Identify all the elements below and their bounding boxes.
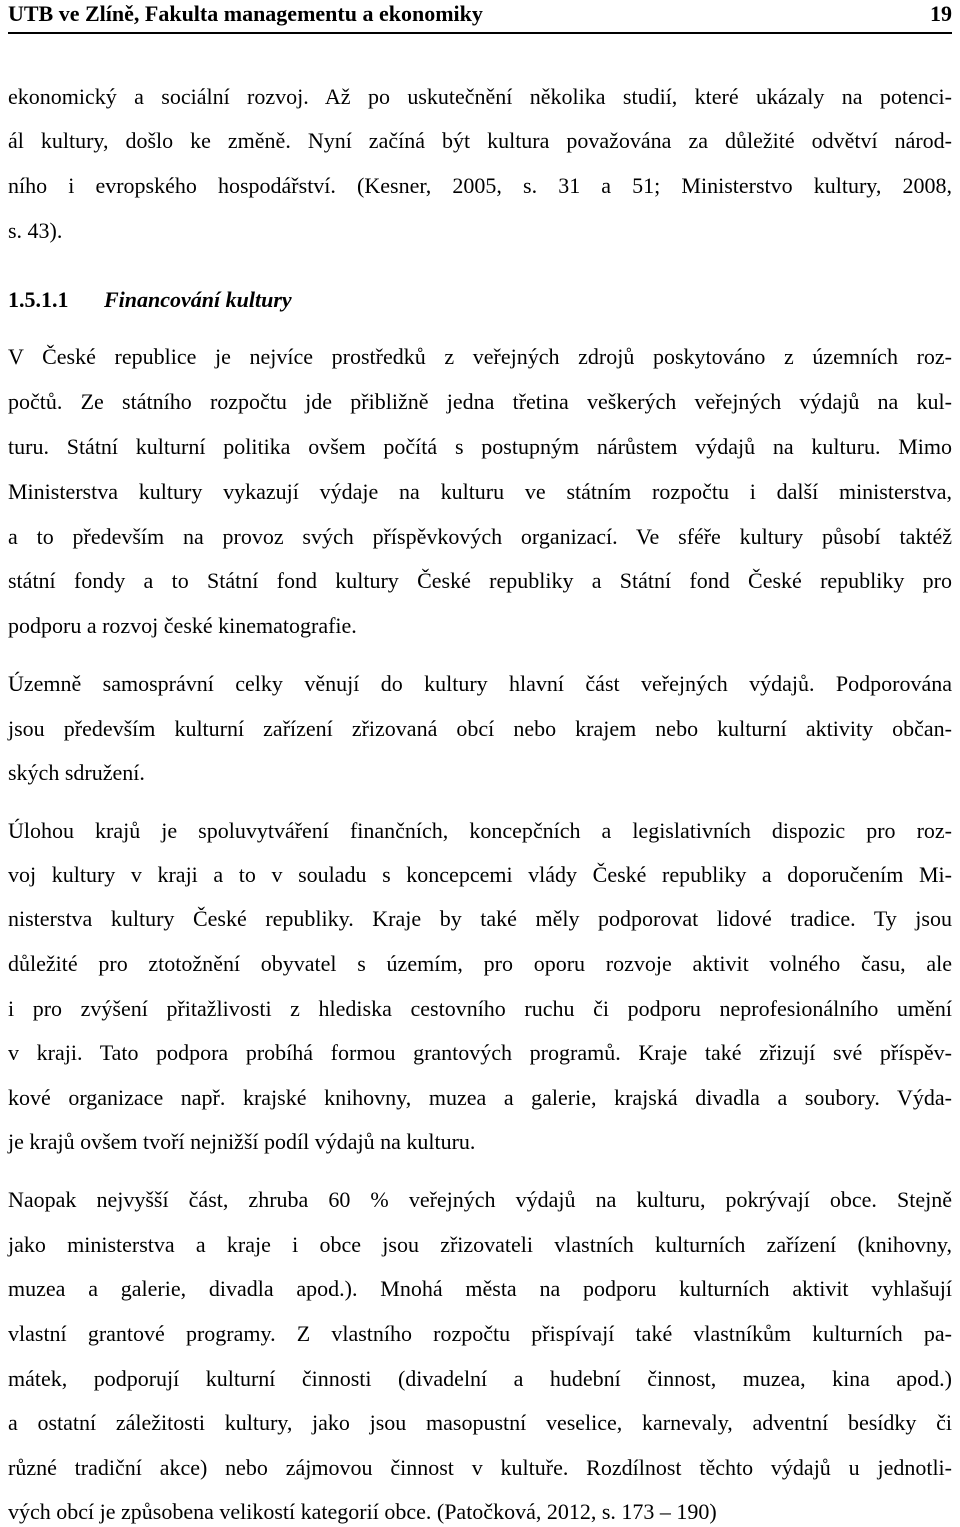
paragraph-line: je krajů ovšem tvoří nejnižší podíl výdajů na kulturu. — [8, 1129, 476, 1154]
paragraph-line: turu. Státní kulturní politika ovšem počítá s postupným nárůstem výdajů na kulturu. Mimo — [8, 434, 952, 459]
paragraph-line: ekonomický a sociální rozvoj. Až po uskutečnění několika studií, které ukázaly na potenci- — [8, 84, 952, 109]
paragraph-line: nisterstva kultury České republiky. Kraje by také měly podporovat lidové tradice. Ty jsou — [8, 906, 952, 931]
paragraph-line: voj kultury v kraji a to v souladu s koncepcemi vlády České republiky a doporučením Mi- — [8, 862, 952, 887]
paragraph-line: podporu a rozvoj české kinematografie. — [8, 613, 357, 638]
paragraph-line: Úlohou krajů je spoluvytváření finančních, koncepčních a legislativních dispozic pro roz- — [8, 818, 952, 843]
paragraph-line: různé tradiční akce) nebo zájmovou činnost v kultuře. Rozdílnost těchto výdajů u jednotli- — [8, 1455, 952, 1480]
section-heading — [8, 287, 292, 313]
paragraph-line: a to především na provoz svých příspěvkových organizací. Ve sféře kultury působí taktéž — [8, 524, 952, 549]
page-number: 19 — [930, 1, 952, 26]
paragraph-line: v kraji. Tato podpora probíhá formou grantových programů. Kraje také zřizují své příspěv- — [8, 1040, 952, 1065]
paragraph-line: i pro zvýšení přitažlivosti z hlediska cestovního ruchu či podporu neprofesionálního umění — [8, 996, 952, 1021]
paragraph-line: ál kultury, došlo ke změně. Nyní začíná být kultura považována za důležité odvětví národ- — [8, 128, 952, 153]
paragraph-line: V České republice je nejvíce prostředků z veřejných zdrojů poskytováno z územních roz- — [8, 344, 952, 369]
paragraph-line: jsou především kulturní zařízení zřizovaná obcí nebo krajem nebo kulturní aktivity občan- — [8, 716, 952, 741]
paragraph-line: s. 43). — [8, 218, 63, 243]
paragraph-line: důležité pro ztotožnění obyvatel s územím, pro oporu rozvoje aktivit volného času, ale — [8, 951, 952, 976]
running-header — [8, 0, 952, 30]
header-title: UTB ve Zlíně, Fakulta managementu a ekonomiky — [8, 1, 483, 26]
paragraph-line: Ministerstva kultury vykazují výdaje na kulturu ve státním rozpočtu i další ministerstva, — [8, 479, 952, 504]
paragraph-line: muzea a galerie, divadla apod.). Mnohá města na podporu kulturních aktivit vyhlašují — [8, 1276, 952, 1301]
paragraph-line: vlastní grantové programy. Z vlastního rozpočtu přispívají také vlastníkům kulturních pa- — [8, 1321, 952, 1346]
section-number: 1.5.1.1 — [8, 287, 69, 312]
paragraph-line: počtů. Ze státního rozpočtu jde přibližně jedna třetina veškerých veřejných výdajů na kul- — [8, 389, 952, 414]
paragraph-line: vých obcí je způsobena velikostí kategorií obce. (Patočková, 2012, s. 173 – 190) — [8, 1499, 717, 1524]
section-title: Financování kultury — [104, 287, 292, 312]
paragraph-line: kové organizace např. krajské knihovny, muzea a galerie, krajská divadla a soubory. Výda- — [8, 1085, 952, 1110]
paragraph-line: mátek, podporují kulturní činnosti (divadelní a hudební činnost, muzea, kina apod.) — [8, 1366, 952, 1391]
paragraph-line: jako ministerstva a kraje i obce jsou zřizovateli vlastních kulturních zařízení (knihovny, — [8, 1232, 952, 1257]
header-rule — [8, 32, 952, 34]
paragraph-line: a ostatní záležitosti kultury, jako jsou masopustní veselice, karnevaly, adventní besídky či — [8, 1410, 952, 1435]
paragraph-line: Územně samosprávní celky věnují do kultury hlavní část veřejných výdajů. Podporována — [8, 671, 952, 696]
paragraph-line: státní fondy a to Státní fond kultury České republiky a Státní fond České republiky pro — [8, 568, 952, 593]
paragraph-line: ního i evropského hospodářství. (Kesner, 2005, s. 31 a 51; Ministerstvo kultury, 2008, — [8, 173, 952, 198]
paragraph-line: ských sdružení. — [8, 760, 145, 785]
paragraph-line: Naopak nejvyšší část, zhruba 60 % veřejných výdajů na kulturu, pokrývají obce. Stejně — [8, 1187, 952, 1212]
